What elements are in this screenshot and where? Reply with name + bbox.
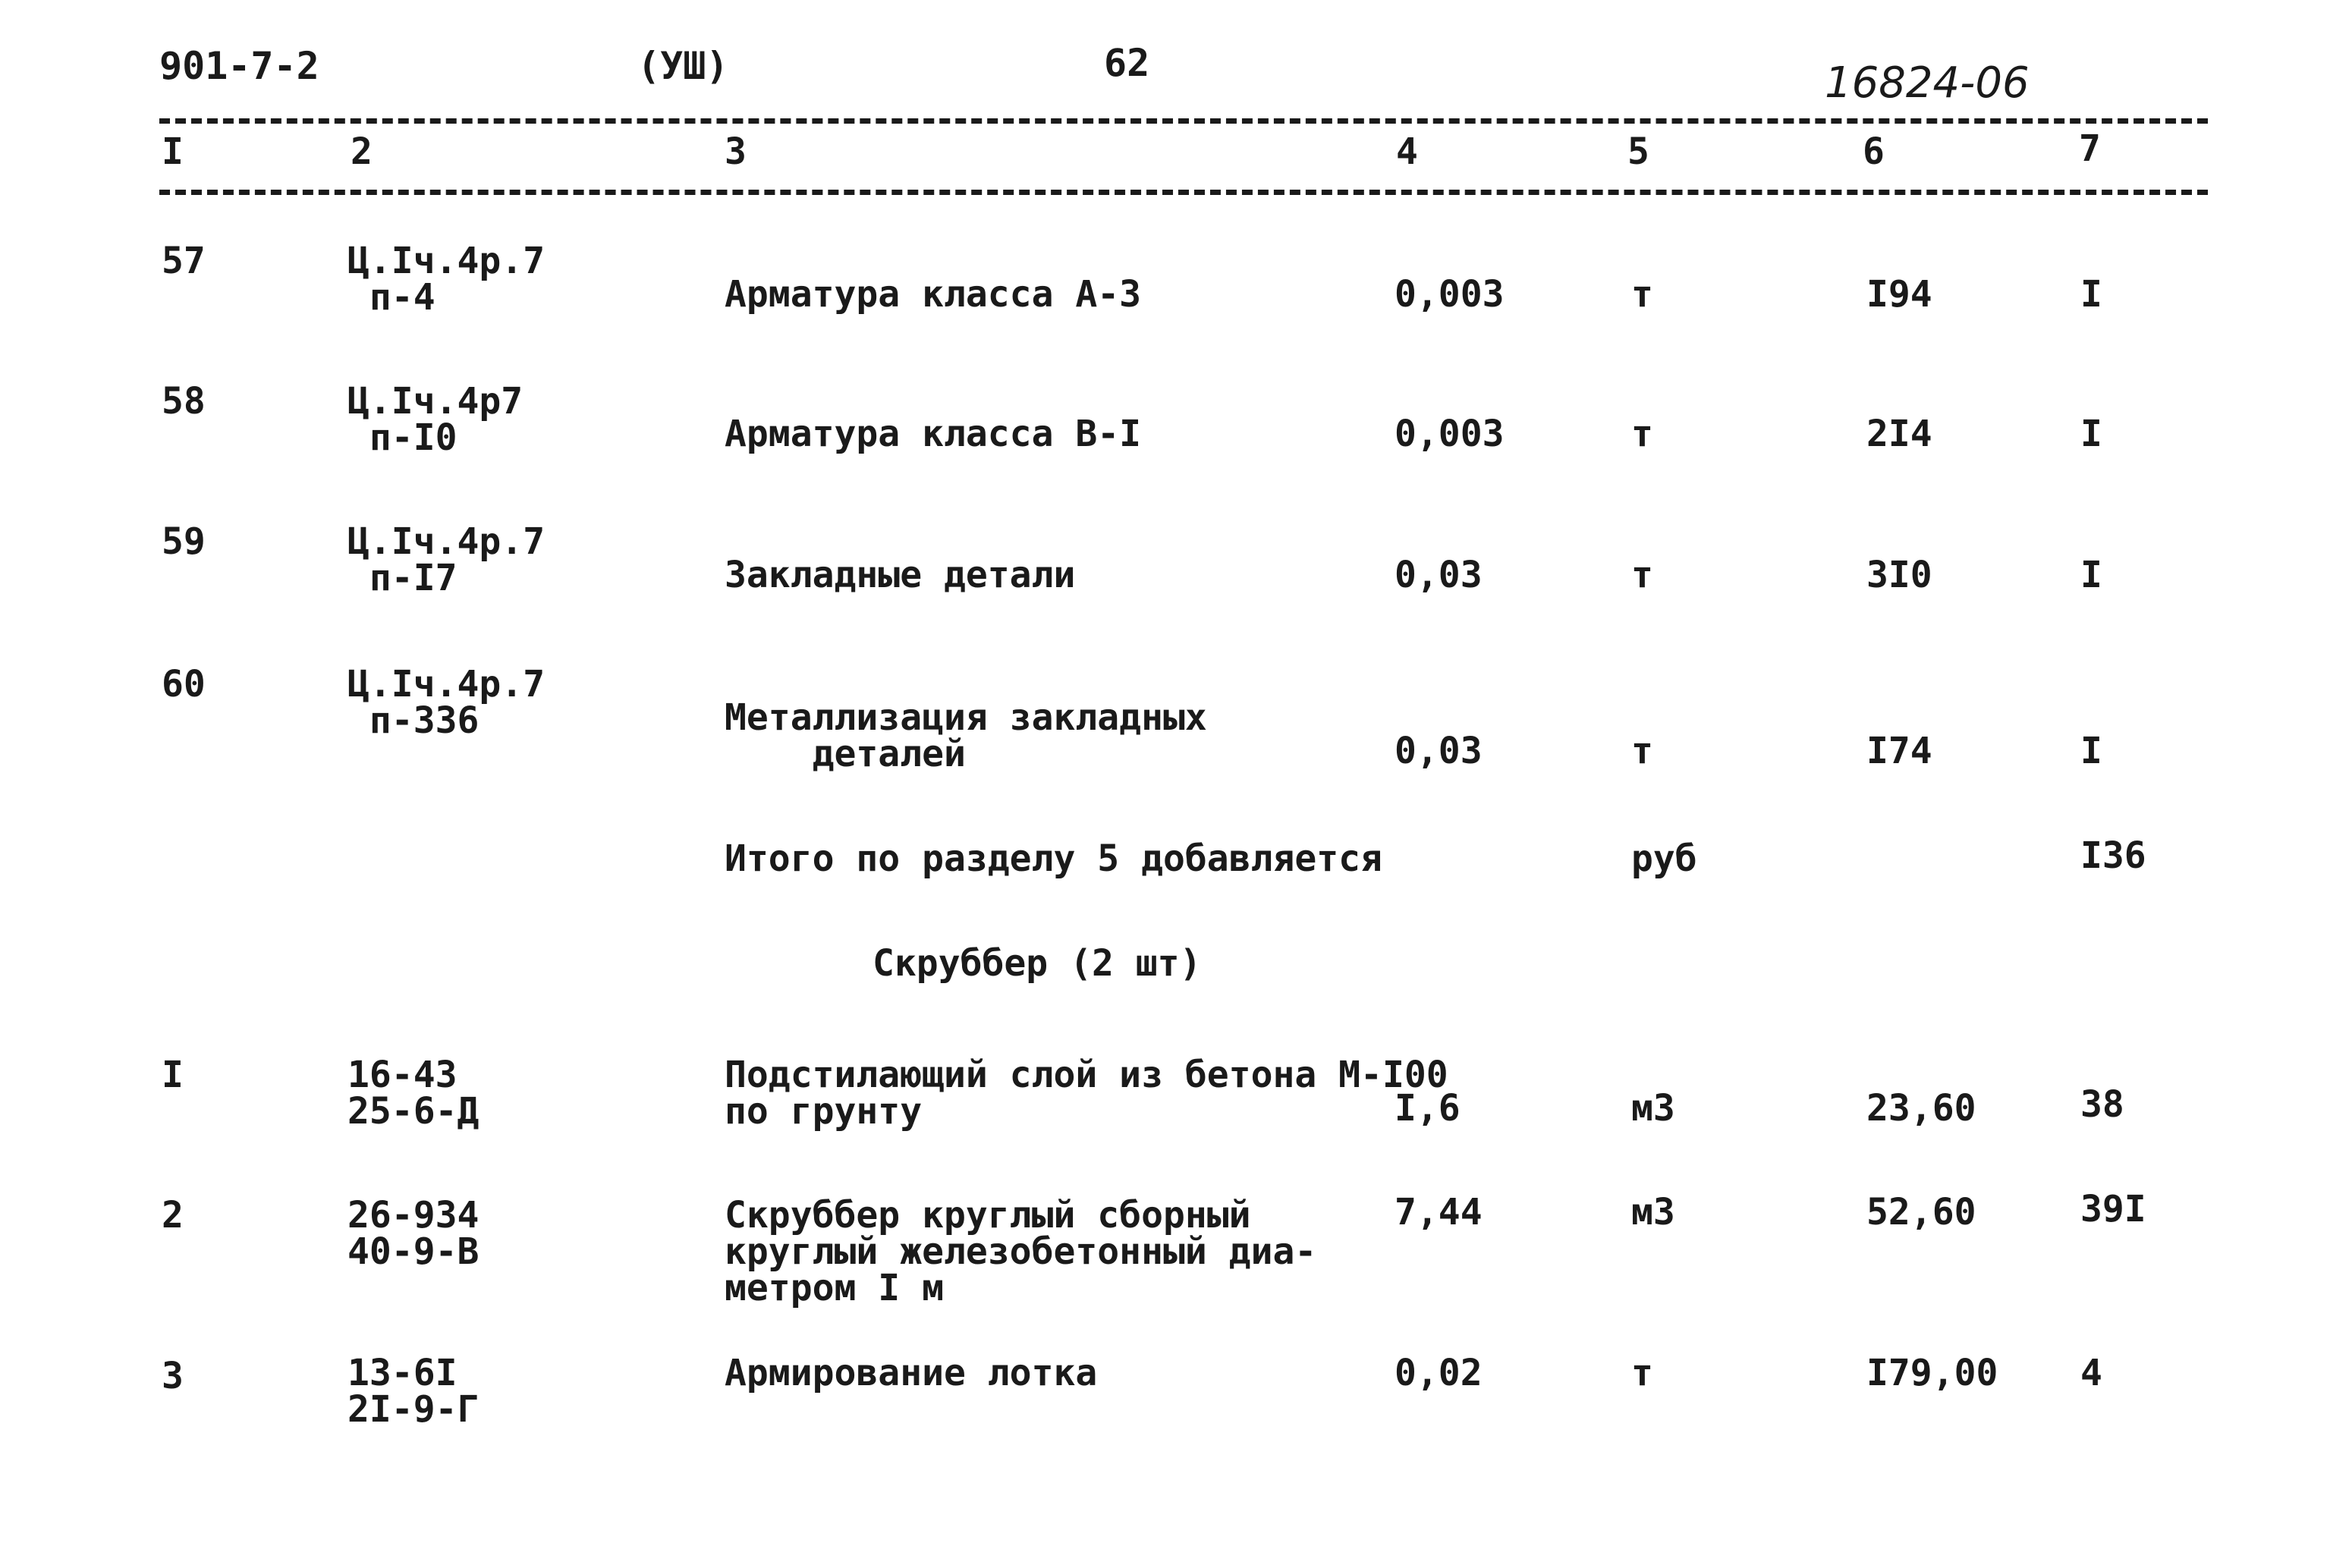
handwritten-reference: 16824-06 xyxy=(1825,58,2030,108)
row-total: 38 xyxy=(2080,1083,2124,1126)
column-header-6: 6 xyxy=(1863,130,1885,173)
row-code: Ц.Iч.4р.7 п-I7 xyxy=(347,520,546,599)
row-quantity: 7,44 xyxy=(1395,1191,1483,1233)
row-number: 60 xyxy=(162,663,206,705)
row-code: Ц.Iч.4р.7 п-336 xyxy=(347,663,546,742)
column-header-5: 5 xyxy=(1627,130,1649,173)
row-price: 23,60 xyxy=(1866,1087,1976,1130)
row-price: 2I4 xyxy=(1866,413,1932,455)
row-price: 3I0 xyxy=(1866,554,1932,596)
row-unit: т xyxy=(1631,273,1653,316)
row-total: I xyxy=(2080,730,2102,772)
row-description: Скруббер круглый сборный круглый железобетонный диа- метром I м xyxy=(725,1194,1317,1309)
row-number: 57 xyxy=(162,240,206,282)
row-quantity: 0,03 xyxy=(1395,730,1483,772)
row-total: I xyxy=(2080,413,2102,455)
section-title: Скруббер (2 шт) xyxy=(873,942,1202,985)
row-code: Ц.Iч.4р.7 п-4 xyxy=(347,240,546,319)
row-quantity: 0,02 xyxy=(1395,1352,1483,1394)
row-number: I xyxy=(162,1054,184,1096)
row-total: I xyxy=(2080,554,2102,596)
row-description: Закладные детали xyxy=(725,554,1076,596)
row-unit: м3 xyxy=(1631,1087,1675,1130)
row-unit: м3 xyxy=(1631,1191,1675,1233)
subtotal-label: Итого по разделу 5 добавляется xyxy=(725,837,1382,880)
row-description: Арматура класса А-3 xyxy=(725,273,1142,316)
row-number: 58 xyxy=(162,380,206,423)
column-header-7: 7 xyxy=(2079,127,2101,170)
subtotal-unit: руб xyxy=(1631,837,1697,880)
header-rule-top xyxy=(159,118,2208,124)
row-unit: т xyxy=(1631,413,1653,455)
row-number: 2 xyxy=(162,1194,184,1236)
column-header-2: 2 xyxy=(351,130,373,173)
row-unit: т xyxy=(1631,730,1653,772)
row-unit: т xyxy=(1631,1352,1653,1394)
row-unit: т xyxy=(1631,554,1653,596)
row-price: I79,00 xyxy=(1866,1352,1998,1394)
row-description: Подстилающий слой из бетона М-I00 по грунту xyxy=(725,1054,1448,1133)
row-number: 59 xyxy=(162,520,206,563)
document-code: 901-7-2 xyxy=(159,44,319,88)
row-total: 39I xyxy=(2080,1188,2146,1230)
row-code: Ц.Iч.4р7 п-I0 xyxy=(347,380,524,459)
section-mark: (УШ) xyxy=(637,44,729,88)
row-description: Арматура класса В-I xyxy=(725,413,1142,455)
row-quantity: 0,003 xyxy=(1395,413,1505,455)
row-code: 13-6I 2I-9-Г xyxy=(347,1352,480,1431)
row-description: Армирование лотка xyxy=(725,1352,1098,1394)
column-header-4: 4 xyxy=(1396,130,1418,173)
column-header-3: 3 xyxy=(725,130,747,173)
row-total: I xyxy=(2080,273,2102,316)
row-quantity: I,6 xyxy=(1395,1087,1461,1130)
row-description: Металлизация закладных деталей xyxy=(725,696,1207,775)
row-code: 26-934 40-9-В xyxy=(347,1194,480,1273)
column-header-1: I xyxy=(162,130,184,173)
row-number: 3 xyxy=(162,1355,184,1397)
row-code: 16-43 25-6-Д xyxy=(347,1054,480,1133)
row-quantity: 0,03 xyxy=(1395,554,1483,596)
row-total: 4 xyxy=(2080,1352,2102,1394)
header-rule-bottom xyxy=(159,190,2208,195)
row-price: I94 xyxy=(1866,273,1932,316)
page-number: 62 xyxy=(1104,41,1150,85)
subtotal-total: I36 xyxy=(2080,834,2146,877)
row-quantity: 0,003 xyxy=(1395,273,1505,316)
row-price: I74 xyxy=(1866,730,1932,772)
row-price: 52,60 xyxy=(1866,1191,1976,1233)
